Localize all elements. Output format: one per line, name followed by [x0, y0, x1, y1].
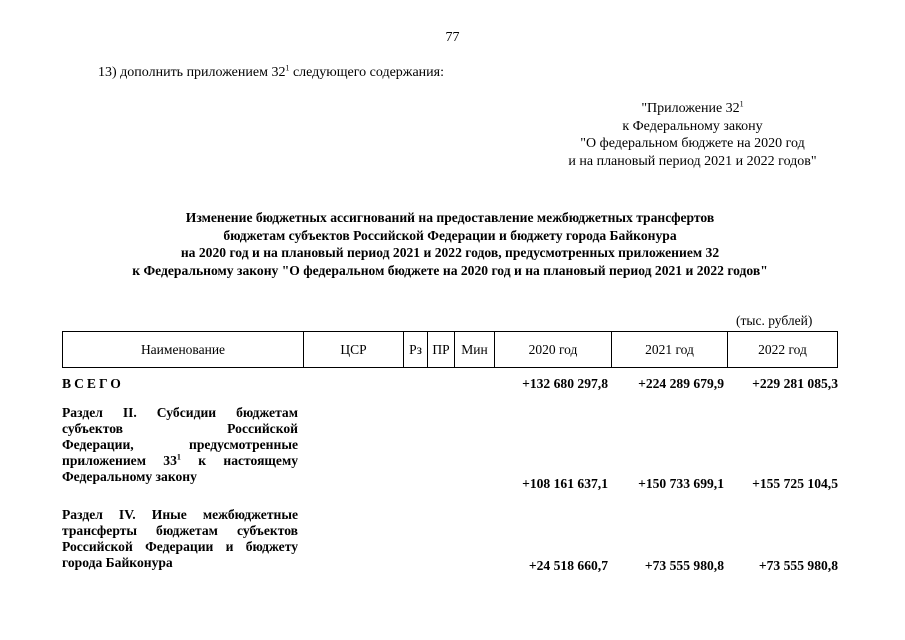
section-2-2020: +108 161 637,1 [522, 476, 608, 491]
header-2022: 2022 год [758, 342, 807, 357]
header-csr: ЦСР [304, 332, 404, 367]
section-2-line-1: Раздел II. Субсидии бюджетам [62, 405, 298, 420]
header-2021: 2021 год [612, 332, 728, 367]
section-2-label [62, 405, 298, 485]
header-pr: ПР [428, 332, 455, 367]
title-line-4: к Федеральному закону "О федеральном бюджете на 2020 год и на плановый период 2021 и 2022 годов" [132, 262, 768, 278]
title-line-2: бюджетам субъектов Российской Федерации и бюджету города Байконура [223, 227, 677, 243]
section-2-line-4a: приложением 33 [62, 453, 177, 468]
total-label: ВСЕГО [62, 376, 124, 391]
section-4-line-4: города Байконура [62, 555, 173, 570]
header-rz: Рз [404, 332, 428, 367]
header-2020: 2020 год [495, 332, 612, 367]
section-4-line-3: Российской Федерации и бюджету [62, 539, 298, 554]
section-4-line-1: Раздел IV. Иные межбюджетные [62, 507, 298, 522]
instruction-text: 13) дополнить приложением 32 [98, 65, 286, 80]
section-2-line-3: Федерации, предусмотренные [62, 437, 298, 452]
section-2-line-5: Федеральному закону [62, 469, 197, 484]
section-4-2021: +73 555 980,8 [644, 558, 724, 573]
appendix-superscript: 1 [739, 99, 744, 109]
section-2-2021: +150 733 699,1 [638, 476, 724, 491]
section-2-line-2: субъектов Российской [62, 421, 298, 436]
appendix-line-2: к Федеральному закону [622, 118, 763, 134]
total-2022: +229 281 085,3 [752, 376, 838, 391]
document-title [40, 209, 860, 279]
instruction-text-after: следующего содержания: [289, 65, 444, 80]
header-name: Наименование [63, 332, 304, 367]
section-2-superscript: 1 [176, 452, 181, 462]
section-4-2020: +24 518 660,7 [528, 558, 608, 573]
section-2-line-4b: к настоящему [180, 453, 298, 468]
appendix-heading [500, 100, 885, 170]
appendix-line-4: и на плановый период 2021 и 2022 годов" [568, 153, 817, 169]
section-4-2022: +73 555 980,8 [758, 558, 838, 573]
header-min: Мин [455, 332, 495, 367]
total-2020: +132 680 297,8 [522, 376, 608, 391]
appendix-line-1: "Приложение 32 [641, 101, 740, 116]
page-number: 77 [445, 30, 460, 45]
section-4-line-2: трансферты бюджетам субъектов [62, 523, 298, 538]
title-line-3: на 2020 год и на плановый период 2021 и 2022 годов, предусмотренных приложением 32 [180, 245, 720, 260]
amendment-instruction [98, 65, 444, 81]
title-line-1: Изменение бюджетных ассигнований на предоставление межбюджетных трансфертов [185, 210, 715, 225]
total-2021: +224 289 679,9 [638, 376, 724, 391]
unit-label: (тыс. рублей) [736, 313, 813, 328]
section-4-label [62, 507, 298, 571]
table-header [62, 331, 838, 368]
instruction-superscript: 1 [285, 63, 290, 73]
appendix-line-3: "О федеральном бюджете на 2020 год [580, 136, 805, 151]
section-2-2022: +155 725 104,5 [752, 476, 838, 491]
